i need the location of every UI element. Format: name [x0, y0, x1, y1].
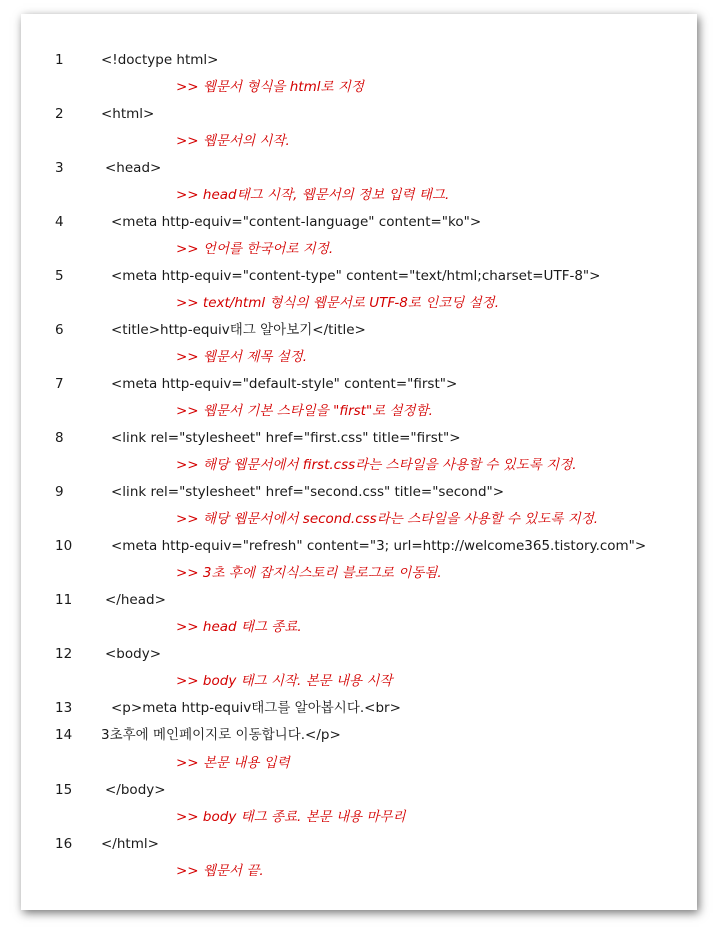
line-number-6: 6: [55, 322, 64, 338]
code-line-3: <head>: [105, 160, 162, 176]
annotation-12: >> body 태그 시작. 본문 내용 시작: [176, 673, 393, 689]
code-line-15: </body>: [105, 782, 166, 798]
line-number-1: 1: [55, 52, 64, 68]
line-number-12: 12: [55, 646, 73, 662]
annotation-6: >> 웹문서 제목 설정.: [176, 349, 308, 365]
code-line-12: <body>: [105, 646, 162, 662]
line-number-10: 10: [55, 538, 73, 554]
code-line-4: <meta http-equiv="content-language" content="ko">: [111, 214, 482, 230]
line-number-13: 13: [55, 700, 73, 716]
annotation-4: >> 언어를 한국어로 지정.: [176, 241, 334, 257]
code-line-10: <meta http-equiv="refresh" content="3; url=http://welcome365.tistory.com">: [111, 538, 647, 554]
code-line-2: <html>: [101, 106, 155, 122]
line-number-16: 16: [55, 836, 73, 852]
line-number-9: 9: [55, 484, 64, 500]
annotation-9: >> 해당 웹문서에서 second.css라는 스타일을 사용할 수 있도록 지정.: [176, 511, 599, 527]
code-line-16: </html>: [101, 836, 159, 852]
code-line-11: </head>: [105, 592, 166, 608]
annotation-2: >> 웹문서의 시작.: [176, 133, 290, 149]
code-line-7: <meta http-equiv="default-style" content="first">: [111, 376, 458, 392]
line-number-11: 11: [55, 592, 73, 608]
annotation-14: >> 본문 내용 입력: [176, 755, 290, 771]
annotation-11: >> head 태그 종료.: [176, 619, 302, 635]
line-number-15: 15: [55, 782, 73, 798]
line-number-7: 7: [55, 376, 64, 392]
code-line-13: <p>meta http-equiv태그를 알아봅시다.<br>: [111, 700, 401, 716]
annotation-16: >> 웹문서 끝.: [176, 863, 264, 879]
code-line-14: 3초후에 메인페이지로 이동합니다.</p>: [101, 727, 341, 743]
line-number-8: 8: [55, 430, 64, 446]
annotation-1: >> 웹문서 형식을 html로 지정: [176, 79, 364, 95]
code-line-6: <title>http-equiv태그 알아보기</title>: [111, 322, 366, 338]
code-line-8: <link rel="stylesheet" href="first.css" title="first">: [111, 430, 461, 446]
line-number-5: 5: [55, 268, 64, 284]
code-line-9: <link rel="stylesheet" href="second.css" title="second">: [111, 484, 505, 500]
code-line-1: <!doctype html>: [101, 52, 219, 68]
annotation-5: >> text/html 형식의 웹문서로 UTF-8로 인코딩 설정.: [176, 295, 499, 311]
annotation-7: >> 웹문서 기본 스타일을 "first"로 설정함.: [176, 403, 433, 419]
code-document: [21, 14, 697, 910]
code-line-5: <meta http-equiv="content-type" content="text/html;charset=UTF-8">: [111, 268, 601, 284]
annotation-3: >> head태그 시작, 웹문서의 정보 입력 태그.: [176, 187, 450, 203]
line-number-3: 3: [55, 160, 64, 176]
annotation-10: >> 3초 후에 잡지식스토리 블로그로 이동됨.: [176, 565, 442, 581]
line-number-4: 4: [55, 214, 64, 230]
annotation-8: >> 해당 웹문서에서 first.css라는 스타일을 사용할 수 있도록 지정.: [176, 457, 577, 473]
line-number-14: 14: [55, 727, 73, 743]
line-number-2: 2: [55, 106, 64, 122]
annotation-15: >> body 태그 종료. 본문 내용 마무리: [176, 809, 406, 825]
